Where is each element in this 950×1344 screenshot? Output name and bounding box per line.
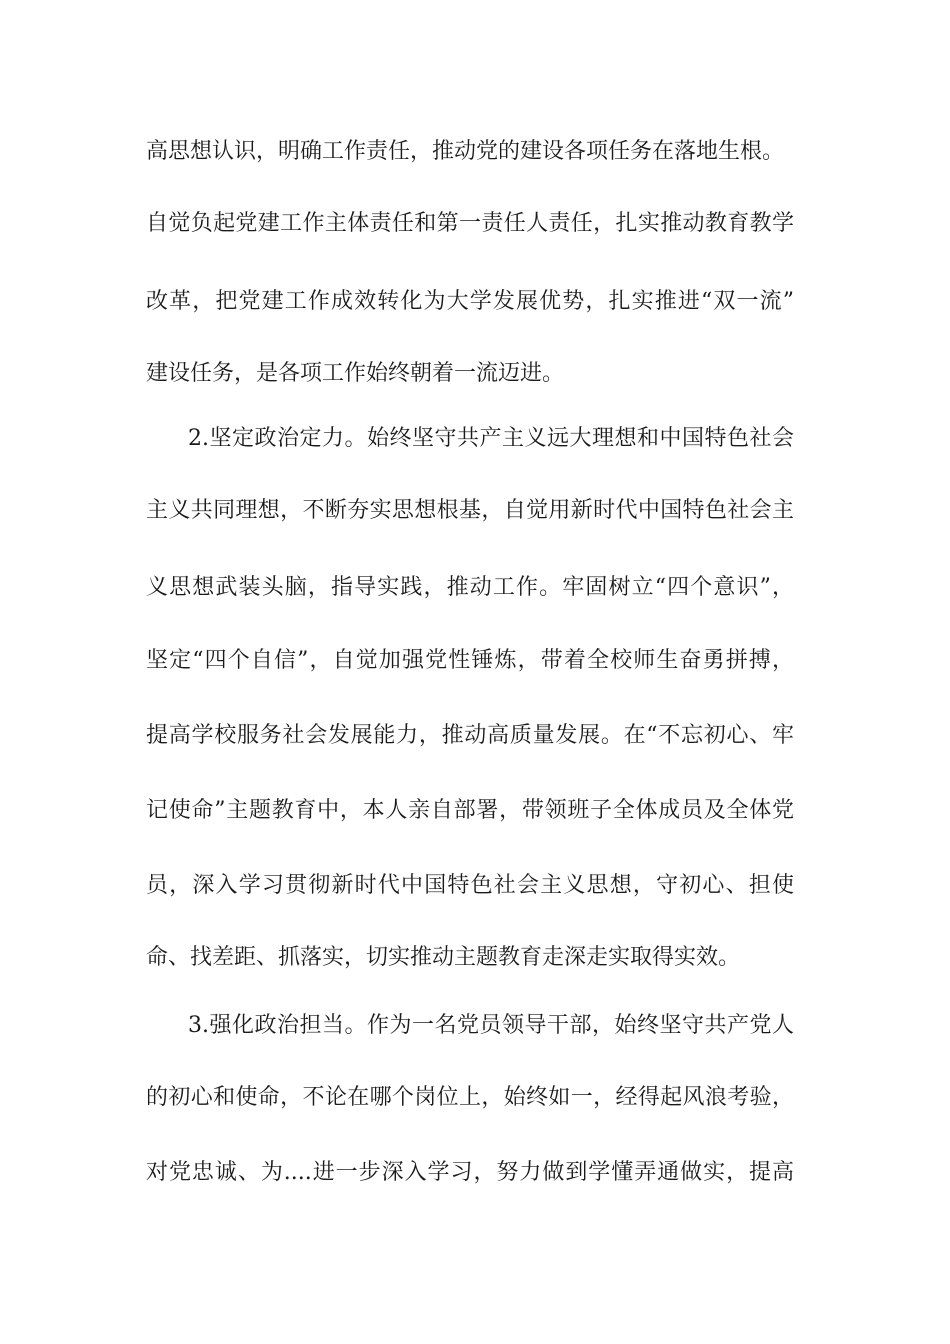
text-line: 建设任务，是各项工作始终朝着一流迈进。 <box>146 361 565 386</box>
text-line: 记使命”主题教育中，本人亲自部署，带领班子全体成员及全体党 <box>146 798 794 823</box>
text-line: 员，深入学习贯彻新时代中国特色社会主义思想，守初心、担使 <box>146 873 794 898</box>
paragraph-3-start: 3.强化政治担当。作为一名党员领导干部，始终坚守共产党人 <box>188 1013 794 1038</box>
text-line: 命、找差距、抓落实，切实推动主题教育走深走实取得实效。 <box>146 945 741 970</box>
text-line: 义思想武装头脑，指导实践，推动工作。牢固树立“四个意识”， <box>146 575 794 600</box>
text-line: 改革，把党建工作成效转化为大学发展优势，扎实推进“双一流” <box>146 289 794 314</box>
text-line: 坚定“四个自信”，自觉加强党性锤炼，带着全校师生奋勇拼搏， <box>146 648 794 673</box>
paragraph-2-start: 2.坚定政治定力。始终坚守共产主义远大理想和中国特色社会 <box>188 426 794 451</box>
text-line: 高思想认识，明确工作责任，推动党的建设各项任务在落地生根。 <box>146 139 785 164</box>
text-line: 的初心和使命，不论在哪个岗位上，始终如一，经得起风浪考验， <box>146 1085 794 1110</box>
text-line: 主义共同理想，不断夯实思想根基，自觉用新时代中国特色社会主 <box>146 498 794 523</box>
text-line: 提高学校服务社会发展能力，推动高质量发展。在“不忘初心、牢 <box>146 723 794 748</box>
text-line: 自觉负起党建工作主体责任和第一责任人责任，扎实推动教育教学 <box>146 211 794 236</box>
text-line: 对党忠诚、为....进一步深入学习，努力做到学懂弄通做实，提高 <box>146 1160 794 1185</box>
